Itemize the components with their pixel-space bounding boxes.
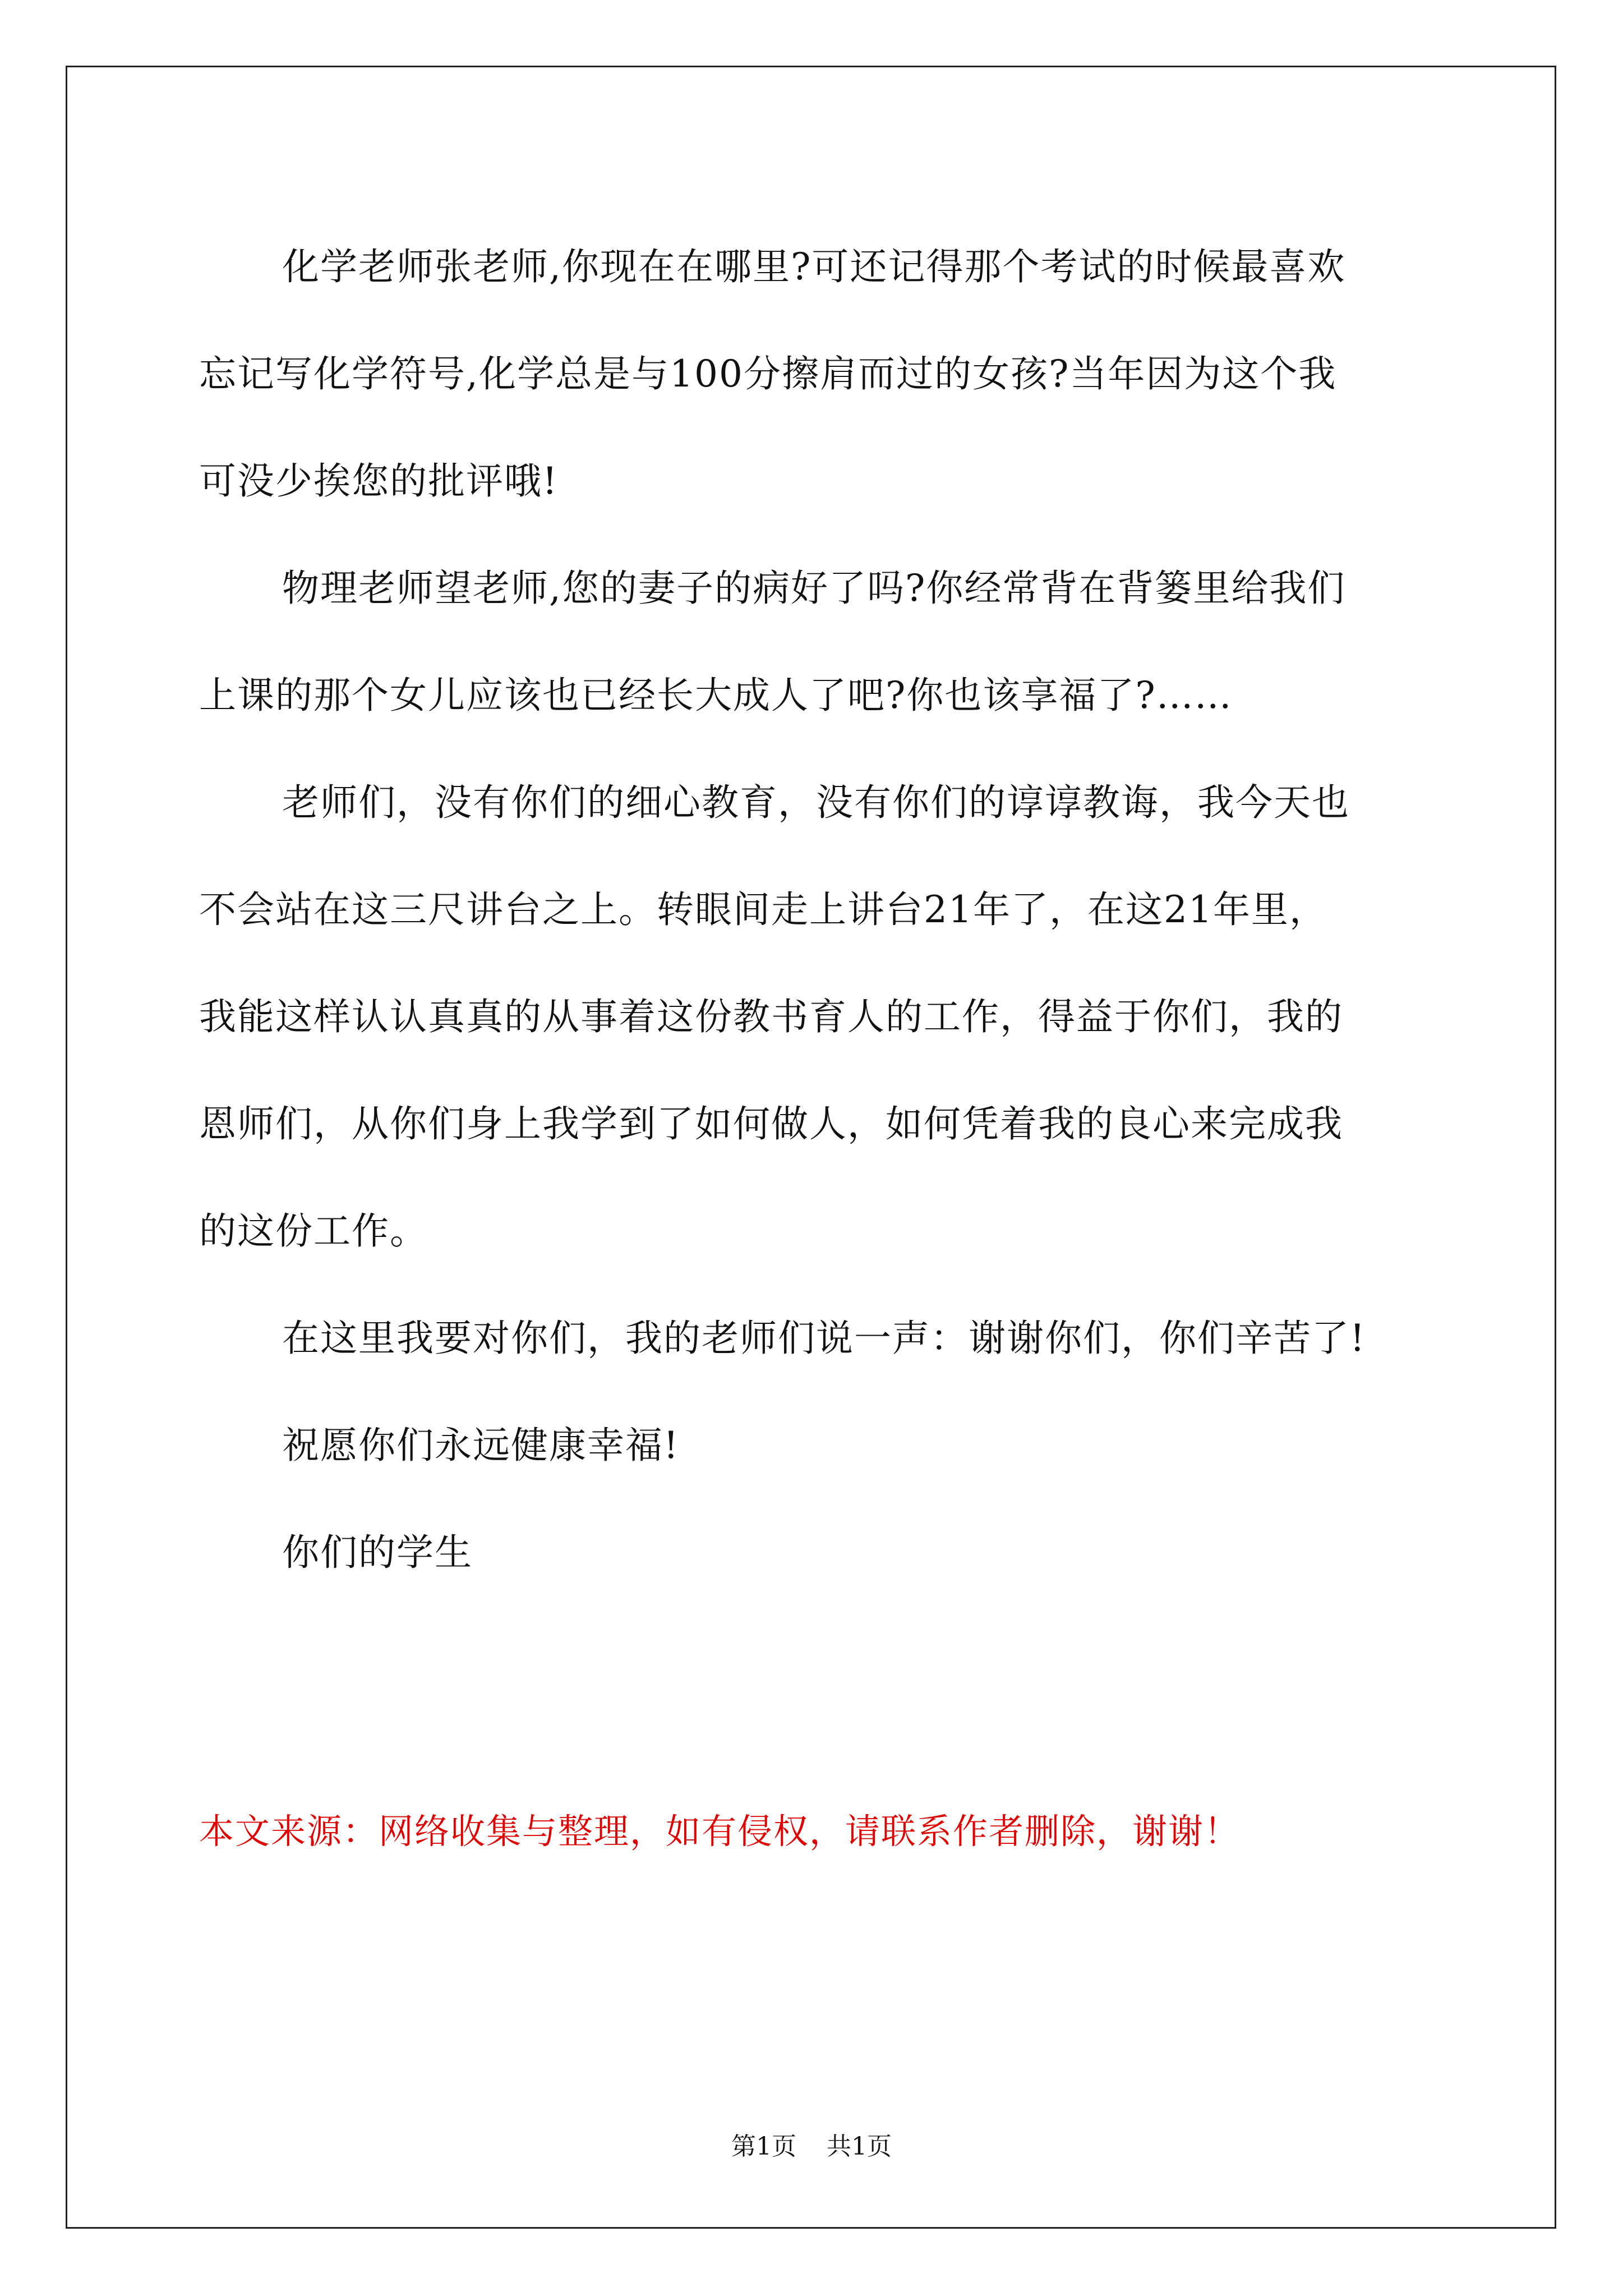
text-line: 化学老师张老师,你现在在哪里?可还记得那个考试的时候最喜欢	[282, 245, 1346, 288]
paragraph-teachers	[199, 749, 1433, 1285]
text-line: 上课的那个女儿应该也已经长大成人了吧?你也该享福了?……	[199, 674, 1233, 717]
text-line: 我能这样认认真真的从事着这份教书育人的工作，得益于你们，我的	[199, 995, 1343, 1038]
text-line: 恩师们，从你们身上我学到了如何做人，如何凭着我的良心来完成我	[199, 1102, 1343, 1145]
paragraph-wishes	[199, 1392, 1433, 1499]
paragraph-thanks	[199, 1285, 1433, 1392]
paragraph-physics-teacher	[199, 535, 1433, 749]
page-number: 第1页	[731, 2132, 796, 2161]
text-line: 在这里我要对你们，我的老师们说一声：谢谢你们，你们辛苦了!	[282, 1317, 1366, 1360]
paragraph-signature	[199, 1499, 1433, 1606]
page-total: 共1页	[827, 2132, 892, 2161]
source-note: 本文来源：网络收集与整理，如有侵权，请联系作者删除，谢谢！	[199, 1811, 1241, 1852]
document-body	[199, 213, 1433, 1606]
text-line: 老师们，没有你们的细心教育，没有你们的谆谆教诲，我今天也	[282, 781, 1350, 824]
text-line: 不会站在这三尺讲台之上。转眼间走上讲台21年了，在这21年里，	[199, 888, 1327, 931]
paragraph-chemistry-teacher	[199, 213, 1433, 535]
text-line: 的这份工作。	[199, 1209, 428, 1253]
text-line: 物理老师望老师,您的妻子的病好了吗?你经常背在背篓里给我们	[282, 567, 1346, 610]
text-line: 你们的学生	[282, 1531, 473, 1574]
text-line: 忘记写化学符号,化学总是与100分擦肩而过的女孩?当年因为这个我	[199, 352, 1337, 395]
page-footer	[0, 2126, 1623, 2162]
text-line: 可没少挨您的批评哦!	[199, 459, 559, 503]
text-line: 祝愿你们永远健康幸福!	[282, 1424, 680, 1467]
